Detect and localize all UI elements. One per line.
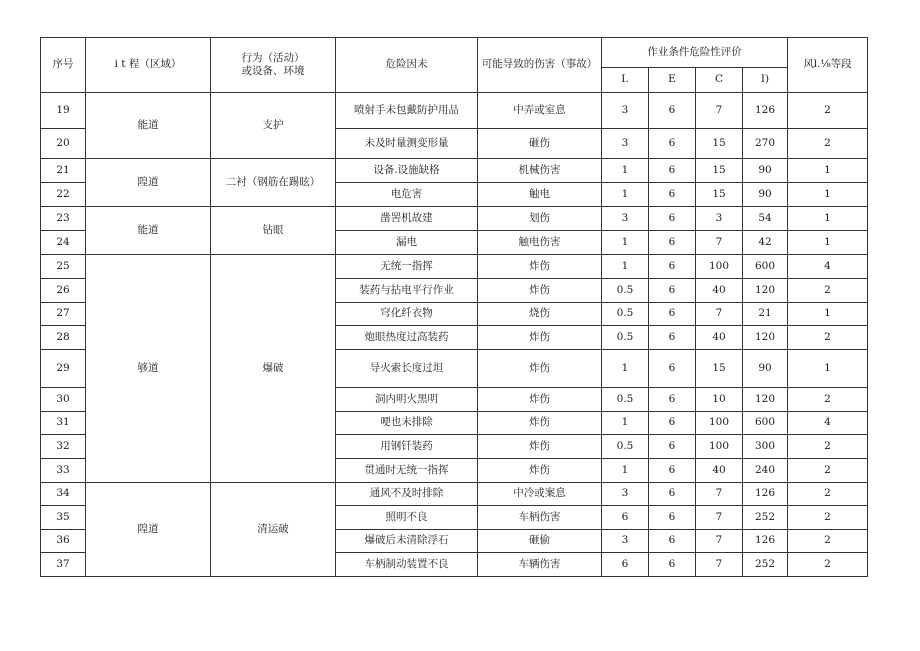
- cell-l: 1: [602, 159, 649, 183]
- cell-c: 40: [696, 459, 743, 483]
- cell-l: 1: [602, 255, 649, 279]
- cell-e: 6: [649, 93, 696, 129]
- cell-level: 2: [788, 553, 868, 577]
- cell-level: 2: [788, 483, 868, 506]
- cell-c: 7: [696, 553, 743, 577]
- cell-d: 21: [743, 303, 788, 326]
- cell-c: 15: [696, 183, 743, 207]
- cell-level: 4: [788, 412, 868, 435]
- cell-activity: 钻眼: [211, 207, 336, 255]
- cell-d: 54: [743, 207, 788, 231]
- cell-hazard: 哽也未排除: [336, 412, 478, 435]
- cell-hazard: 喷射手未包戴防护用品: [336, 93, 478, 129]
- cell-e: 6: [649, 303, 696, 326]
- cell-level: 2: [788, 506, 868, 530]
- cell-seq: 32: [41, 435, 86, 459]
- cell-d: 600: [743, 412, 788, 435]
- cell-c: 7: [696, 303, 743, 326]
- cell-level: 2: [788, 459, 868, 483]
- cell-d: 240: [743, 459, 788, 483]
- cell-injury: 中冷或案息: [478, 483, 602, 506]
- cell-l: 3: [602, 530, 649, 553]
- header-e: E: [649, 68, 696, 93]
- cell-l: 3: [602, 207, 649, 231]
- header-behavior-line2: 或设备、环境: [241, 65, 305, 77]
- cell-l: 1: [602, 412, 649, 435]
- cell-d: 90: [743, 350, 788, 388]
- cell-seq: 28: [41, 326, 86, 350]
- cell-activity: 支护: [211, 93, 336, 159]
- cell-seq: 31: [41, 412, 86, 435]
- cell-c: 10: [696, 388, 743, 412]
- cell-d: 126: [743, 530, 788, 553]
- cell-hazard: 用钢钎装药: [336, 435, 478, 459]
- cell-injury: 车辆伤害: [478, 553, 602, 577]
- cell-level: 4: [788, 255, 868, 279]
- cell-e: 6: [649, 207, 696, 231]
- cell-seq: 23: [41, 207, 86, 231]
- cell-d: 126: [743, 93, 788, 129]
- cell-c: 15: [696, 129, 743, 159]
- cell-injury: 炸伤: [478, 459, 602, 483]
- cell-level: 1: [788, 350, 868, 388]
- cell-e: 6: [649, 183, 696, 207]
- cell-e: 6: [649, 388, 696, 412]
- cell-area: 能道: [86, 207, 211, 255]
- cell-seq: 36: [41, 530, 86, 553]
- cell-hazard: 洞内明火黑明: [336, 388, 478, 412]
- cell-l: 0.5: [602, 388, 649, 412]
- cell-seq: 33: [41, 459, 86, 483]
- cell-area: 够道: [86, 255, 211, 483]
- cell-injury: 炸伤: [478, 412, 602, 435]
- cell-level: 2: [788, 435, 868, 459]
- cell-d: 90: [743, 159, 788, 183]
- cell-seq: 26: [41, 279, 86, 303]
- cell-hazard: 爆破后未清除浮石: [336, 530, 478, 553]
- cell-e: 6: [649, 326, 696, 350]
- cell-seq: 20: [41, 129, 86, 159]
- cell-hazard: 漏电: [336, 231, 478, 255]
- cell-level: 1: [788, 159, 868, 183]
- cell-d: 300: [743, 435, 788, 459]
- cell-level: 2: [788, 388, 868, 412]
- cell-hazard: 电危害: [336, 183, 478, 207]
- cell-c: 7: [696, 530, 743, 553]
- cell-c: 7: [696, 506, 743, 530]
- cell-l: 1: [602, 350, 649, 388]
- cell-seq: 29: [41, 350, 86, 388]
- risk-assessment-table: [40, 37, 868, 577]
- header-l: I.: [602, 68, 649, 93]
- cell-seq: 30: [41, 388, 86, 412]
- cell-e: 6: [649, 435, 696, 459]
- cell-level: 2: [788, 326, 868, 350]
- cell-e: 6: [649, 412, 696, 435]
- cell-e: 6: [649, 506, 696, 530]
- cell-seq: 19: [41, 93, 86, 129]
- cell-seq: 22: [41, 183, 86, 207]
- cell-injury: 炸伤: [478, 255, 602, 279]
- cell-c: 7: [696, 483, 743, 506]
- cell-injury: 触电: [478, 183, 602, 207]
- table-row: [41, 255, 868, 279]
- table-body: [41, 93, 868, 577]
- cell-l: 0.5: [602, 303, 649, 326]
- cell-level: 1: [788, 231, 868, 255]
- cell-level: 1: [788, 183, 868, 207]
- header-c: C: [696, 68, 743, 93]
- cell-l: 3: [602, 93, 649, 129]
- cell-d: 252: [743, 553, 788, 577]
- cell-l: 6: [602, 553, 649, 577]
- cell-hazard: 贯通时无统一指挥: [336, 459, 478, 483]
- header-behavior-line1: 行为（活动）: [241, 51, 305, 64]
- cell-level: 2: [788, 530, 868, 553]
- cell-d: 42: [743, 231, 788, 255]
- cell-c: 15: [696, 350, 743, 388]
- cell-e: 6: [649, 279, 696, 303]
- header-level: 风l.⅛等段: [788, 38, 868, 93]
- cell-injury: 炸伤: [478, 350, 602, 388]
- cell-l: 1: [602, 183, 649, 207]
- cell-d: 600: [743, 255, 788, 279]
- cell-l: 0.5: [602, 435, 649, 459]
- cell-e: 6: [649, 483, 696, 506]
- cell-d: 252: [743, 506, 788, 530]
- cell-l: 6: [602, 506, 649, 530]
- cell-d: 120: [743, 326, 788, 350]
- cell-seq: 37: [41, 553, 86, 577]
- header-injury: 可能导致的伤害（事故）: [478, 38, 602, 93]
- cell-e: 6: [649, 553, 696, 577]
- cell-c: 7: [696, 93, 743, 129]
- cell-area: 隍道: [86, 159, 211, 207]
- cell-injury: 炸伤: [478, 388, 602, 412]
- cell-activity: 二衬（钢筋在踢眩）: [211, 159, 336, 207]
- cell-hazard: 导火索长度过坦: [336, 350, 478, 388]
- cell-l: 1: [602, 459, 649, 483]
- cell-seq: 24: [41, 231, 86, 255]
- cell-area: 能道: [86, 93, 211, 159]
- cell-l: 3: [602, 129, 649, 159]
- cell-injury: 触电伤害: [478, 231, 602, 255]
- cell-injury: 炸伤: [478, 279, 602, 303]
- cell-hazard: 照明不良: [336, 506, 478, 530]
- cell-l: 3: [602, 483, 649, 506]
- cell-injury: 炸伤: [478, 435, 602, 459]
- header-hazard: 危险因未: [336, 38, 478, 93]
- cell-c: 7: [696, 231, 743, 255]
- cell-injury: 车柄伤害: [478, 506, 602, 530]
- cell-seq: 34: [41, 483, 86, 506]
- cell-injury: 砸伤: [478, 129, 602, 159]
- cell-l: 0.5: [602, 279, 649, 303]
- cell-injury: 炸伤: [478, 326, 602, 350]
- cell-injury: 划伤: [478, 207, 602, 231]
- cell-c: 100: [696, 255, 743, 279]
- cell-e: 6: [649, 231, 696, 255]
- cell-d: 120: [743, 279, 788, 303]
- table-row: [41, 207, 868, 231]
- header-eval-group: 作业条件危险性评价: [602, 38, 788, 68]
- cell-e: 6: [649, 159, 696, 183]
- cell-level: 1: [788, 303, 868, 326]
- cell-d: 126: [743, 483, 788, 506]
- cell-hazard: 炮眼热度过高装药: [336, 326, 478, 350]
- cell-c: 3: [696, 207, 743, 231]
- cell-hazard: 车柄制动装置不良: [336, 553, 478, 577]
- cell-l: 0.5: [602, 326, 649, 350]
- header-behavior: [211, 38, 336, 93]
- risk-assessment-table-page: [40, 37, 867, 577]
- cell-seq: 25: [41, 255, 86, 279]
- cell-c: 15: [696, 159, 743, 183]
- cell-level: 2: [788, 279, 868, 303]
- cell-c: 100: [696, 412, 743, 435]
- cell-hazard: 通风不及时排除: [336, 483, 478, 506]
- cell-level: 1: [788, 207, 868, 231]
- cell-activity: 爆破: [211, 255, 336, 483]
- cell-hazard: 无统一指挥: [336, 255, 478, 279]
- cell-area: 隍道: [86, 483, 211, 577]
- cell-e: 6: [649, 129, 696, 159]
- cell-e: 6: [649, 530, 696, 553]
- cell-hazard: 凿罟机故建: [336, 207, 478, 231]
- cell-injury: 砸偷: [478, 530, 602, 553]
- cell-hazard: 设备.设施缺格: [336, 159, 478, 183]
- cell-c: 100: [696, 435, 743, 459]
- cell-level: 2: [788, 93, 868, 129]
- cell-d: 90: [743, 183, 788, 207]
- header-process: i t 程（区域）: [86, 38, 211, 93]
- cell-injury: 机械伤害: [478, 159, 602, 183]
- cell-d: 120: [743, 388, 788, 412]
- cell-injury: 中弄或室息: [478, 93, 602, 129]
- header-seq: 序号: [41, 38, 86, 93]
- cell-e: 6: [649, 459, 696, 483]
- cell-c: 40: [696, 279, 743, 303]
- table-row: [41, 483, 868, 506]
- cell-d: 270: [743, 129, 788, 159]
- table-row: [41, 159, 868, 183]
- cell-level: 2: [788, 129, 868, 159]
- cell-activity: 清运破: [211, 483, 336, 577]
- cell-seq: 27: [41, 303, 86, 326]
- cell-seq: 35: [41, 506, 86, 530]
- cell-e: 6: [649, 255, 696, 279]
- cell-seq: 21: [41, 159, 86, 183]
- header-d: I): [743, 68, 788, 93]
- table-row: [41, 93, 868, 129]
- cell-hazard: 装药与拈电平行作业: [336, 279, 478, 303]
- cell-l: 1: [602, 231, 649, 255]
- cell-c: 40: [696, 326, 743, 350]
- cell-injury: 烧伤: [478, 303, 602, 326]
- cell-hazard: 穹化纤衣物: [336, 303, 478, 326]
- cell-hazard: 未及时量测变形量: [336, 129, 478, 159]
- cell-e: 6: [649, 350, 696, 388]
